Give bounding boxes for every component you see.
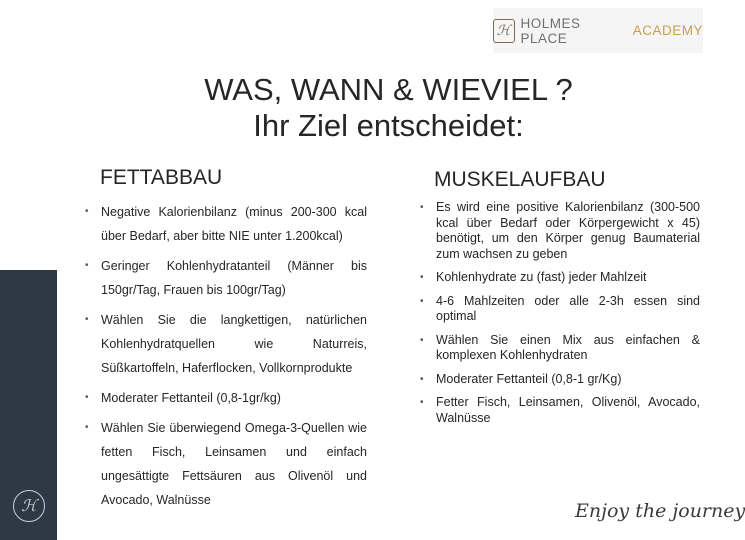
- left-bullet-list: [85, 200, 367, 518]
- list-item: • Wählen Sie die langkettigen, natürlichen Kohlenhydratquellen wie Naturreis, Süßkartoffeln, Haferflocken, Vollkornprodukte: [85, 308, 367, 380]
- sidebar-top: [0, 0, 57, 270]
- brand-logo: [493, 8, 703, 53]
- sidebar-monogram-icon: ℋ: [13, 490, 45, 522]
- list-item: • Moderater Fettanteil (0,8-1 gr/Kg): [420, 372, 700, 388]
- brand-monogram-icon: ℋ: [493, 19, 515, 43]
- list-item: • Moderater Fettanteil (0,8-1gr/kg): [85, 386, 367, 410]
- right-bullet-list: [420, 200, 700, 434]
- slide-title: [57, 72, 720, 144]
- list-item: • Fetter Fisch, Leinsamen, Olivenöl, Avocado, Walnüsse: [420, 395, 700, 426]
- list-item: • Es wird eine positive Kalorienbilanz (300-500 kcal über Bedarf oder Körpergewicht x 45) benötigt, um den Körper genug Baumaterial zum wachsen zu geben: [420, 200, 700, 262]
- title-line-2: Ihr Ziel entscheidet:: [253, 108, 524, 143]
- brand-suffix: ACADEMY: [632, 23, 703, 38]
- list-item: • Geringer Kohlenhydratanteil (Männer bis 150gr/Tag, Frauen bis 100gr/Tag): [85, 254, 367, 302]
- left-column-heading: FETTABBAU: [100, 166, 223, 189]
- title-line-1: WAS, WANN & WIEVIEL ?: [204, 72, 573, 107]
- right-column-heading: MUSKELAUFBAU: [434, 168, 606, 191]
- brand-name: HOLMES PLACE: [520, 15, 581, 46]
- list-item: • Kohlenhydrate zu (fast) jeder Mahlzeit: [420, 270, 700, 286]
- list-item: • Wählen Sie überwiegend Omega-3-Quellen wie fetten Fisch, Leinsamen und einfach ungesättigte Fettsäuren aus Olivenöl und Avocado, Walnüsse: [85, 416, 367, 512]
- list-item: • Wählen Sie einen Mix aus einfachen & komplexen Kohlenhydraten: [420, 333, 700, 364]
- tagline: Enjoy the journey: [575, 500, 745, 522]
- list-item: • Negative Kalorienbilanz (minus 200-300 kcal über Bedarf, aber bitte NIE unter 1.200kcal): [85, 200, 367, 248]
- list-item: • 4-6 Mahlzeiten oder alle 2-3h essen sind optimal: [420, 294, 700, 325]
